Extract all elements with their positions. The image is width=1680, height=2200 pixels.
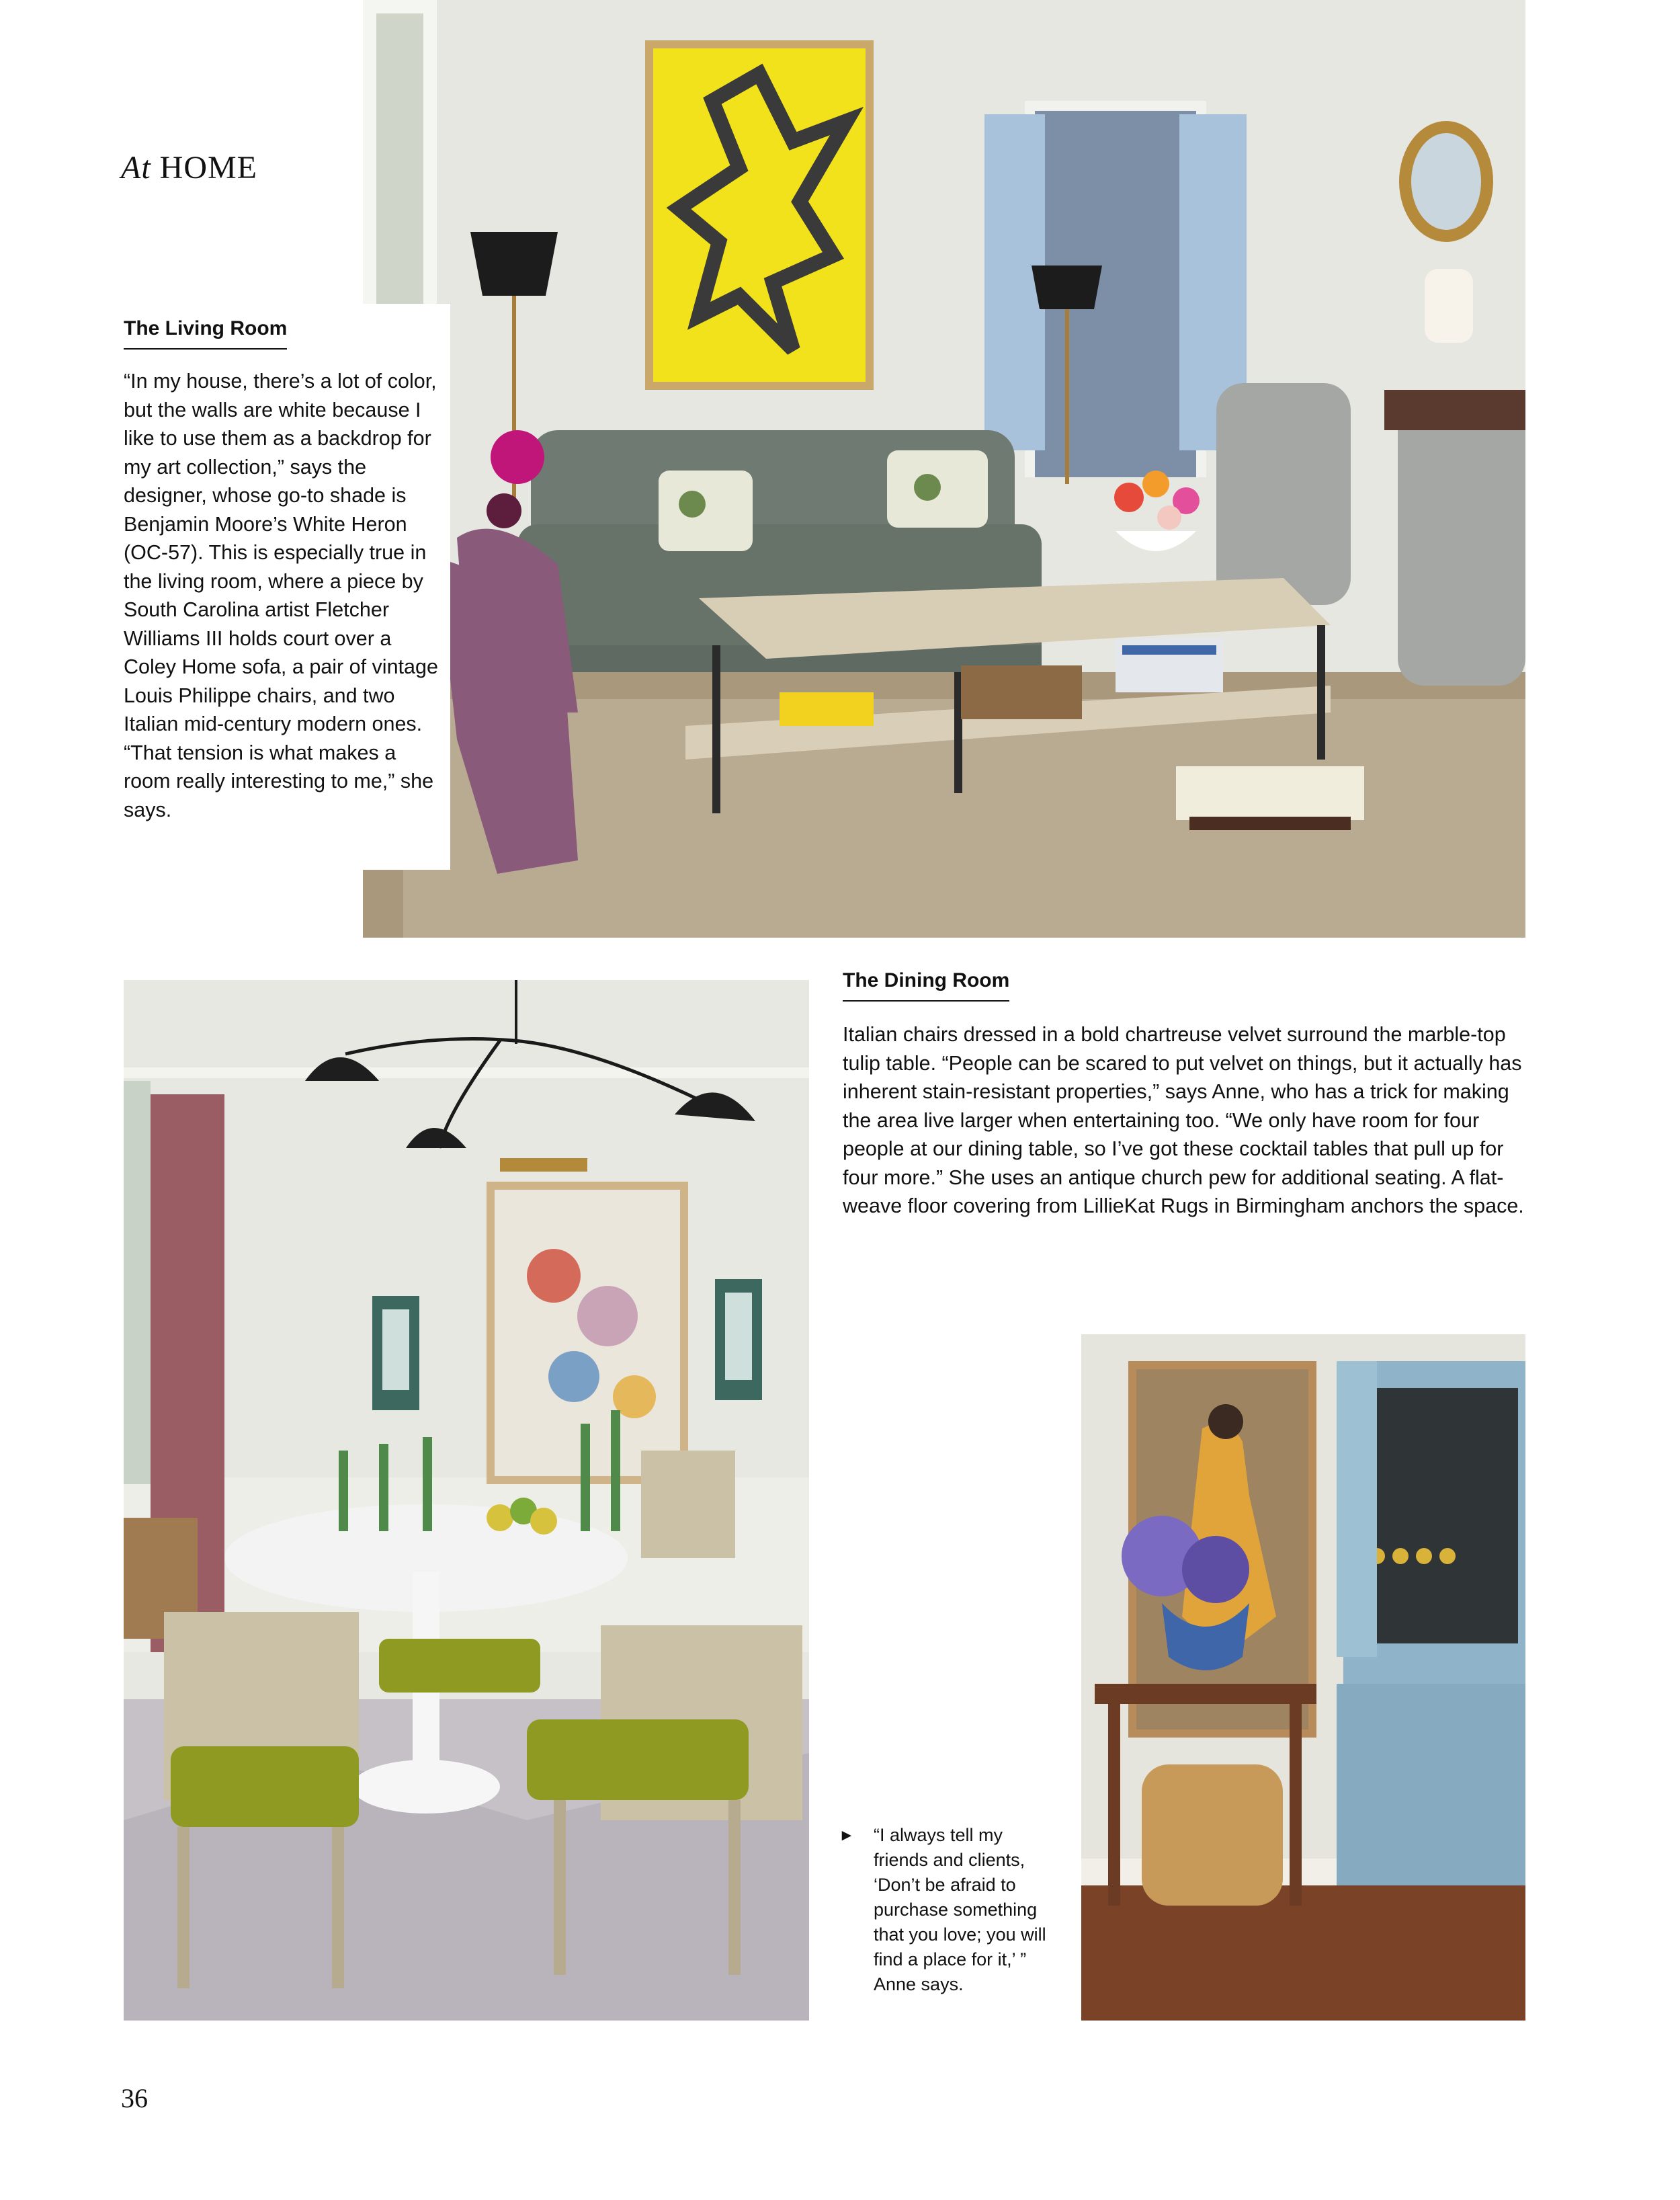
living-room-caption (108, 304, 450, 870)
arrow-right-icon: ► (839, 1826, 855, 1844)
living-room-title: The Living Room (124, 317, 287, 350)
living-room-body: “In my house, there’s a lot of color, but the walls are white because I like to use them as a backdrop for my art collection,” says the designer, whose go-to shade is Benjamin Moore’s White Heron (OC-57). This is especially true in the living room, where a piece by South Carolina artist Fletcher Williams III holds court over a Coley Home sofa, a pair of vintage Louis Philippe chairs, and two Italian mid-century modern ones. “That tension is what makes a room really interesting to me,” she says. (124, 370, 438, 821)
page-number: 36 (121, 2083, 148, 2113)
pull-quote (839, 1823, 1060, 1997)
section-prefix: At (121, 150, 151, 186)
dining-room-caption (827, 969, 1532, 1221)
section-header (121, 149, 257, 186)
dining-room-photo (124, 980, 809, 2021)
living-room-photo (363, 0, 1525, 938)
hutch-photo (1081, 1334, 1525, 2021)
dining-room-body: Italian chairs dressed in a bold chartreuse velvet surround the marble-top tulip table. “People can be scared to put velvet on things, but it actually has inherent stain-resistant properties,” says Anne, who has a trick for making the area live larger when entertaining too. “We only have room for four people at our dining table, so I’ve got these cocktail tables that pull up for four more.” She uses an antique church pew for additional seating. A flat-weave floor covering from LillieKat Rugs in Birmingham anchors the space. (843, 1023, 1524, 1217)
pull-quote-text: “I always tell my friends and clients, ‘Don’t be afraid to purchase something that you love; you will find a place for it,’ ” Anne says. (874, 1825, 1046, 1994)
section-name: HOME (159, 150, 257, 186)
dining-room-title: The Dining Room (843, 969, 1009, 1002)
